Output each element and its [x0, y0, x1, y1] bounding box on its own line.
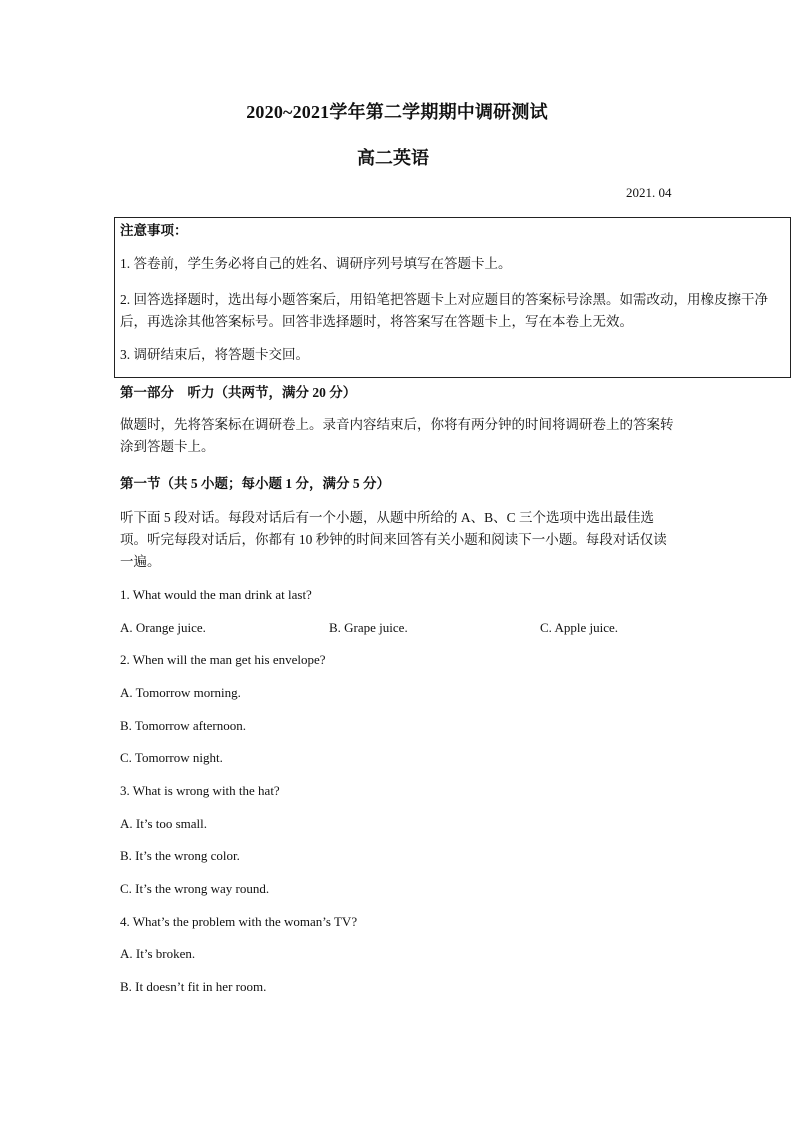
notice-item-1: 1. 答卷前，学生务必将自己的姓名、调研序列号填写在答题卡上。 [120, 256, 512, 271]
question-stem: 1. What would the man drink at last? [120, 587, 312, 602]
question-option: C. Tomorrow night. [120, 750, 223, 765]
question-option: C. Apple juice. [540, 620, 618, 635]
page-subtitle: 高二英语 [357, 148, 429, 168]
notice-item-2: 2. 回答选择题时，选出每小题答案后，用铅笔把答题卡上对应题目的答案标号涂黑。如需改动，用橡皮擦干净后，再选涂其他答案标号。回答非选择题时，将答案写在答题卡上，写在本卷上无效。 [120, 292, 768, 329]
question-stem: 2. When will the man get his envelope? [120, 652, 326, 667]
question-stem: 3. What is wrong with the hat? [120, 783, 280, 798]
question-option: B. Grape juice. [329, 620, 408, 635]
notice-title: 注意事项： [120, 223, 188, 238]
exam-date: 2021. 04 [626, 185, 672, 200]
question-option: B. Tomorrow afternoon. [120, 718, 246, 733]
question-option: A. It’s broken. [120, 946, 196, 961]
question-option: A. Tomorrow morning. [120, 685, 241, 700]
question-option: B. It doesn’t fit in her room. [120, 979, 267, 994]
question-option: A. It’s too small. [120, 816, 208, 831]
question-option: C. It’s the wrong way round. [120, 881, 270, 896]
page-title: 2020~2021学年第二学期期中调研测试 [246, 102, 548, 122]
part-instruction: 做题时，先将答案标在调研卷上。录音内容结束后，你将有两分钟的时间将调研卷上的答案转涂到答题卡上。 [120, 417, 674, 454]
question-stem: 4. What’s the problem with the woman’s TV? [120, 914, 358, 929]
part-heading: 第一部分 听力（共两节，满分 20 分） [120, 385, 357, 400]
section-instruction: 听下面 5 段对话。每段对话后有一个小题，从题中所给的 A、B、C 三个选项中选出最佳选项。听完每段对话后，你都有 10 秒钟的时间来回答有关小题和阅读下一小题。每段对话仅读一遍。 [120, 510, 667, 569]
question-option: A. Orange juice. [120, 620, 206, 635]
notice-item-3: 3. 调研结束后，将答题卡交回。 [120, 347, 309, 362]
question-option: B. It’s the wrong color. [120, 848, 240, 863]
section-heading: 第一节（共 5 小题；每小题 1 分，满分 5 分） [120, 476, 390, 491]
